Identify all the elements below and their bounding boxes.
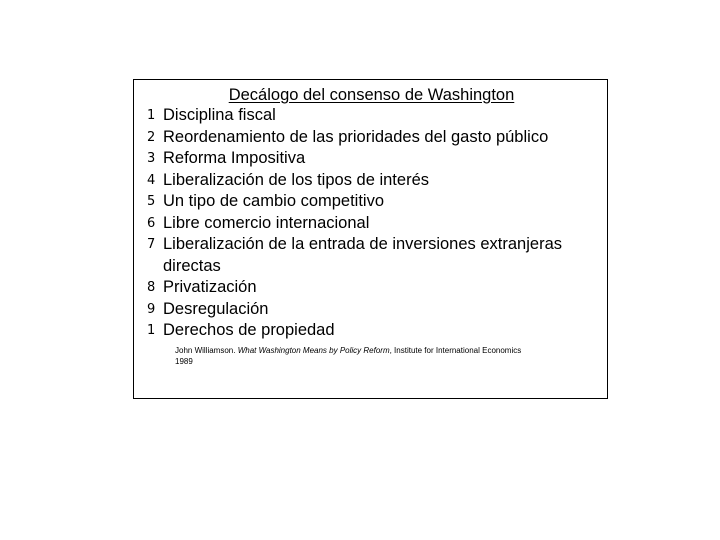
item-number: 5 [147, 194, 156, 209]
slide-title: Decálogo del consenso de Washington [228, 86, 515, 104]
item-number: 8 [147, 280, 156, 295]
item-number: 6 [147, 215, 156, 231]
list-item [147, 234, 602, 277]
list-item [147, 191, 602, 213]
item-number: 7 [147, 237, 156, 252]
citation [175, 345, 600, 367]
list-item [147, 213, 602, 235]
item-text: Reordenamiento de las prioridades del gasto público [163, 127, 549, 146]
item-number: 1 [147, 323, 156, 338]
decalogue-list [147, 105, 602, 342]
item-text: Un tipo de cambio competitivo [163, 192, 385, 210]
list-item [147, 299, 602, 321]
item-text: Reforma Impositiva [163, 149, 306, 167]
citation-work: What Washington Means by Policy Reform [237, 346, 390, 355]
item-number: 1 [147, 108, 156, 123]
item-number: 4 [147, 172, 156, 188]
list-item [147, 105, 602, 127]
list-item [147, 148, 602, 170]
list-item [147, 277, 602, 299]
citation-year: 1989 [175, 357, 193, 366]
content-box [133, 79, 608, 399]
list-item [147, 320, 602, 342]
item-number: 9 [147, 301, 156, 317]
item-text: Derechos de propiedad [163, 321, 335, 339]
item-text: Libre comercio internacional [163, 213, 370, 232]
item-text: Privatización [163, 278, 257, 296]
item-text: Desregulación [163, 299, 269, 318]
item-number: 2 [147, 129, 156, 145]
item-text: Liberalización de la entrada de inversiones extranjeras directas [163, 235, 562, 275]
list-item [147, 170, 602, 192]
item-text: Liberalización de los tipos de interés [163, 170, 429, 189]
list-item [147, 127, 602, 149]
item-number: 3 [147, 151, 156, 166]
citation-author: John Williamson. [175, 346, 238, 355]
citation-publisher: , Institute for International Economics [389, 346, 522, 355]
item-text: Disciplina fiscal [163, 106, 276, 124]
